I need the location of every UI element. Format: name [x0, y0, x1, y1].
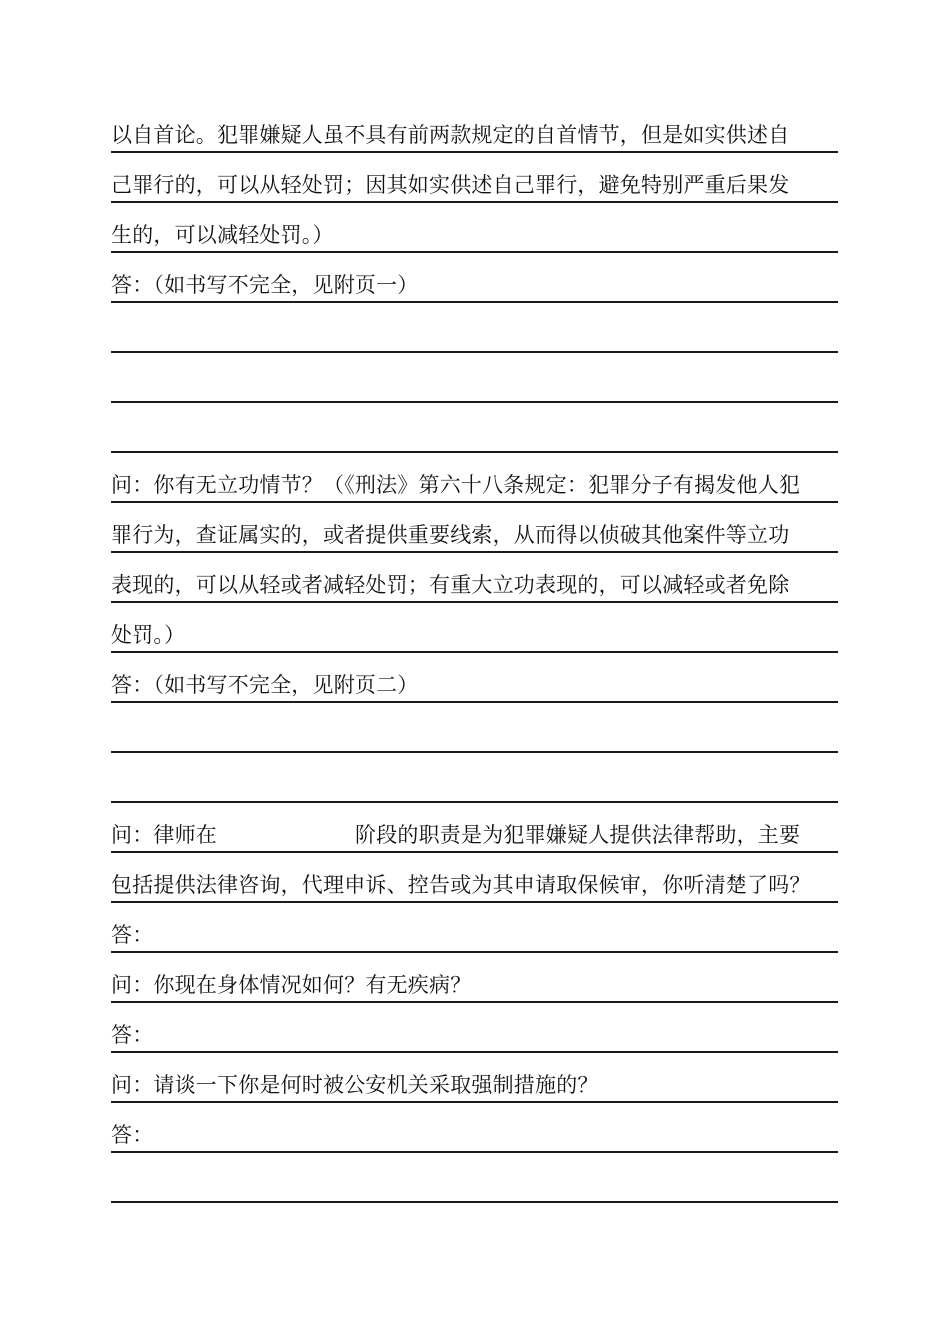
line-text: 罪行为，查证属实的，或者提供重要线索，从而得以侦破其他案件等立功	[111, 523, 790, 547]
blank-line	[111, 353, 838, 403]
form-line	[111, 503, 838, 553]
form-line	[111, 103, 838, 153]
line-text: 生的，可以减轻处罚。）	[111, 223, 334, 247]
blank-line	[111, 1153, 838, 1203]
form-line	[111, 853, 838, 903]
answer-label: 答：（如书写不完全，见附页一）	[111, 273, 419, 297]
question-text: 问：请谈一下你是何时被公安机关采取强制措施的？	[111, 1073, 599, 1097]
form-line	[111, 203, 838, 253]
line-text: 处罚。）	[111, 623, 186, 647]
question-line	[111, 453, 838, 503]
blank-line	[111, 703, 838, 753]
blank-line	[111, 403, 838, 453]
line-text: 包括提供法律咨询，代理申诉、控告或为其申请取保候审，你听清楚了吗？	[111, 873, 811, 897]
lawyer-question-prefix: 问：律师在	[111, 823, 217, 847]
answer-label: 答：	[111, 1023, 154, 1047]
question-line	[111, 1053, 838, 1103]
question-text: 问：你有无立功情节？（《刑法》第六十八条规定：犯罪分子有揭发他人犯	[111, 473, 801, 497]
line-text: 表现的，可以从轻或者减轻处罚；有重大立功表现的，可以减轻或者免除	[111, 573, 790, 597]
line-text: 以自首论。犯罪嫌疑人虽不具有前两款规定的自首情节，但是如实供述自	[111, 123, 790, 147]
question-line	[111, 803, 838, 853]
blank-line	[111, 303, 838, 353]
answer-line	[111, 1103, 838, 1153]
lawyer-question	[111, 822, 838, 848]
answer-line	[111, 653, 838, 703]
answer-line	[111, 1003, 838, 1053]
line-text: 己罪行的，可以从轻处罚；因其如实供述自己罪行，避免特别严重后果发	[111, 173, 790, 197]
lawyer-question-suffix: 阶段的职责是为犯罪嫌疑人提供法律帮助，主要	[355, 823, 801, 847]
question-text: 问：你现在身体情况如何？有无疾病？	[111, 973, 472, 997]
blank-line	[111, 753, 838, 803]
answer-line	[111, 253, 838, 303]
question-line	[111, 953, 838, 1003]
form-line	[111, 153, 838, 203]
form-line	[111, 553, 838, 603]
answer-label: 答：	[111, 1123, 154, 1147]
answer-line	[111, 903, 838, 953]
answer-label: 答：	[111, 923, 154, 947]
form-line	[111, 603, 838, 653]
interrogation-form	[111, 103, 838, 1203]
answer-label: 答：（如书写不完全，见附页二）	[111, 673, 419, 697]
